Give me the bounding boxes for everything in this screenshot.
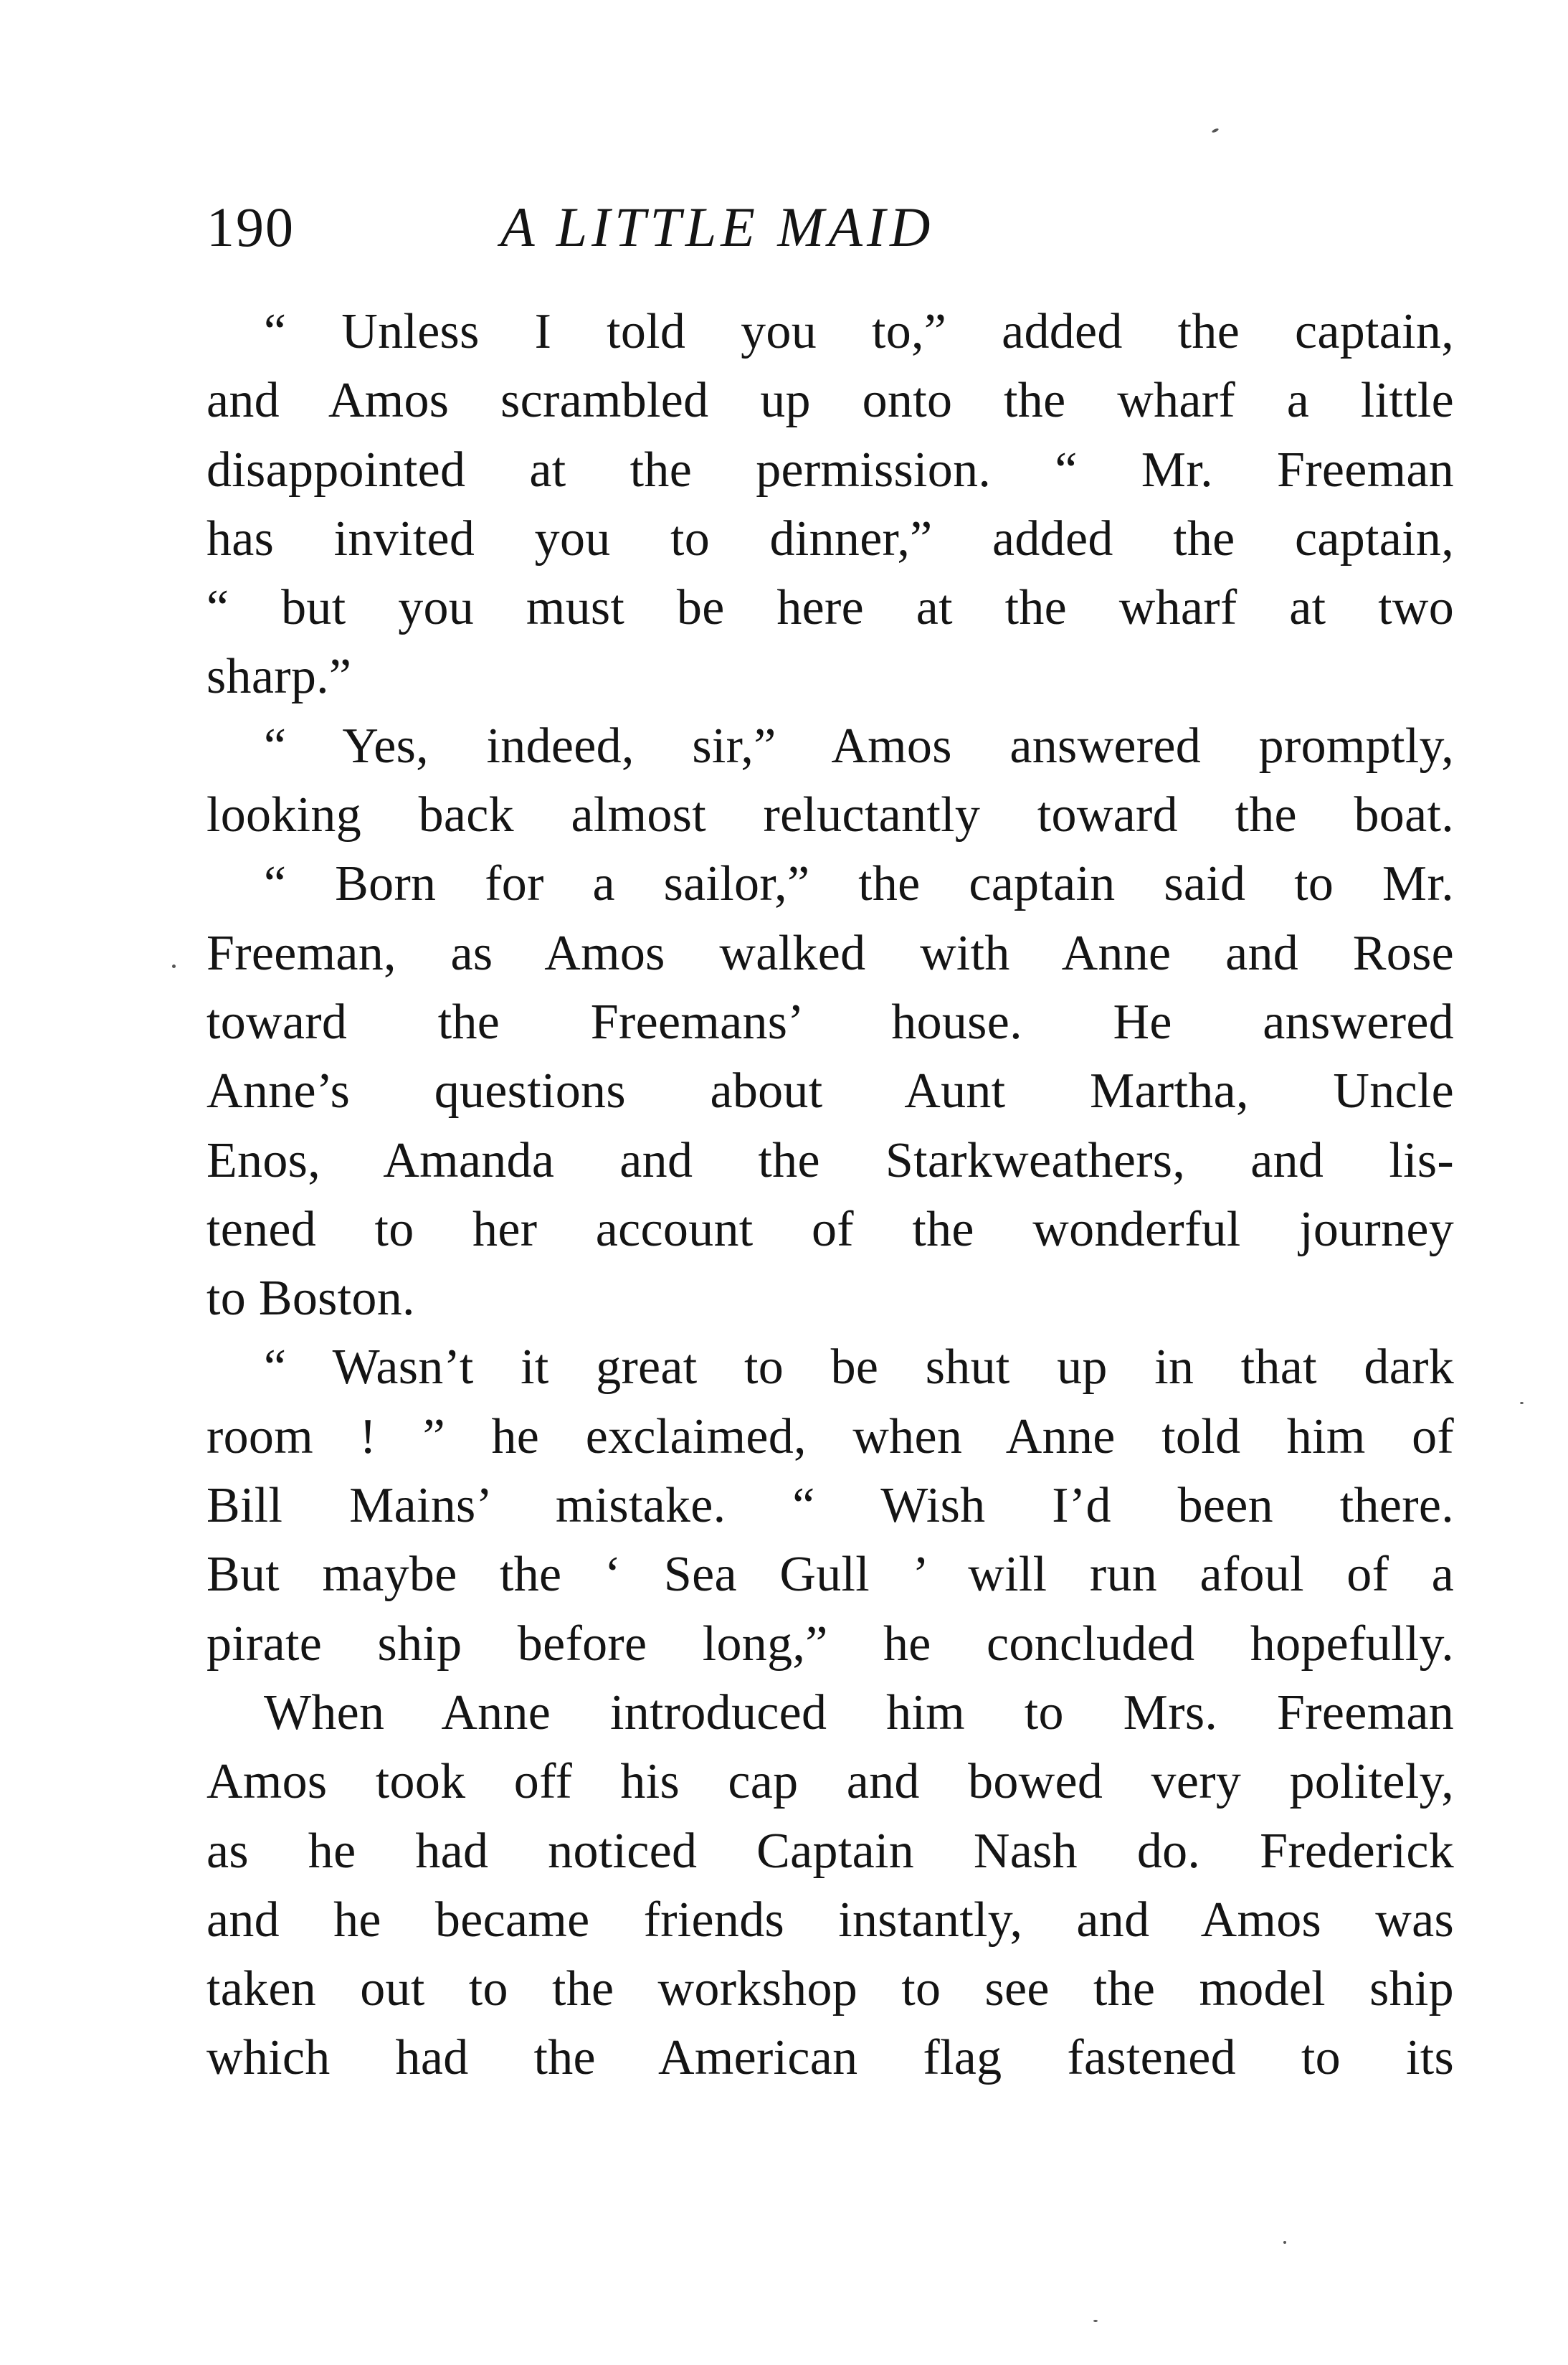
text-line: has invited you to dinner,” added the captain, <box>206 511 1454 567</box>
text-line: “ Born for a sailor,” the captain said to Mr. <box>264 856 1454 912</box>
text-line: Anne’s questions about Aunt Martha, Uncle <box>206 1063 1454 1119</box>
ink-speck <box>172 965 176 968</box>
text-line: and he became friends instantly, and Amos was <box>206 1892 1454 1948</box>
text-line: pirate ship before long,” he concluded hopefully. <box>206 1616 1454 1672</box>
running-head <box>206 188 1454 267</box>
running-title: A LITTLE MAID <box>500 196 935 258</box>
text-line: looking back almost reluctantly toward the boat. <box>206 787 1454 843</box>
text-line: Amos took off his cap and bowed very politely, <box>206 1754 1454 1810</box>
ink-speck <box>1212 128 1220 133</box>
body-text <box>206 298 1454 2093</box>
text-line: Bill Mains’ mistake. “ Wish I’d been there. <box>206 1478 1454 1534</box>
text-line: sharp.” <box>206 649 352 705</box>
text-line: Freeman, as Amos walked with Anne and Rose <box>206 925 1454 981</box>
text-line: “ Yes, indeed, sir,” Amos answered promptly, <box>264 718 1454 774</box>
text-line: “ Unless I told you to,” added the captain, <box>264 304 1454 359</box>
text-line: and Amos scrambled up onto the wharf a little <box>206 373 1454 429</box>
text-line: room ! ” he exclaimed, when Anne told him of <box>206 1408 1454 1464</box>
text-line: “ but you must be here at the wharf at two <box>206 580 1454 636</box>
ink-speck <box>1520 1402 1524 1404</box>
text-line: When Anne introduced him to Mrs. Freeman <box>264 1684 1454 1740</box>
text-line: But maybe the ‘ Sea Gull ’ will run afoul of a <box>206 1547 1454 1603</box>
ink-speck <box>1283 2241 1286 2244</box>
page-number: 190 <box>206 196 295 258</box>
ink-speck <box>1093 2320 1098 2322</box>
text-line: taken out to the workshop to see the model ship <box>206 1961 1454 2017</box>
text-line: “ Wasn’t it great to be shut up in that dark <box>264 1340 1454 1395</box>
text-line: as he had noticed Captain Nash do. Frederick <box>206 1823 1454 1879</box>
text-line: disappointed at the permission. “ Mr. Freeman <box>206 442 1454 498</box>
text-line: Enos, Amanda and the Starkweathers, and lis- <box>206 1132 1454 1188</box>
text-line: which had the American flag fastened to its <box>206 2030 1454 2086</box>
text-line: tened to her account of the wonderful journey <box>206 1201 1454 1257</box>
text-line: to Boston. <box>206 1271 415 1327</box>
text-line: toward the Freemans’ house. He answered <box>206 994 1454 1050</box>
